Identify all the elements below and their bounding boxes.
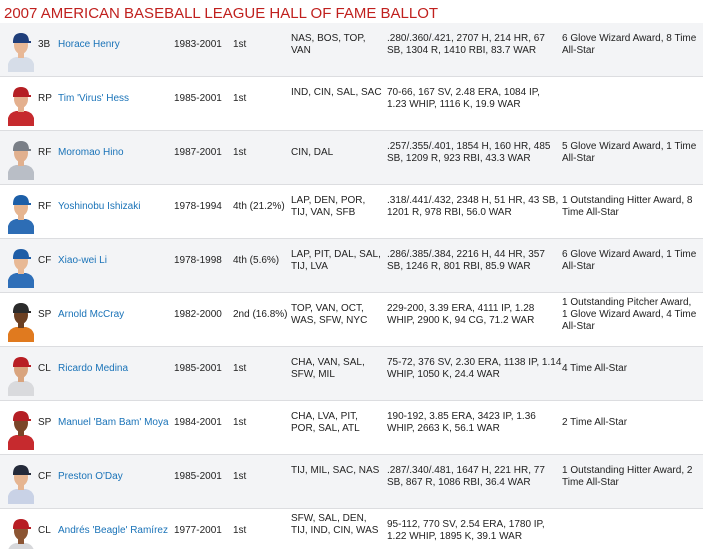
position-label: RP — [38, 93, 52, 104]
player-name-link[interactable]: Tim 'Virus' Hess — [58, 93, 130, 104]
player-row — [0, 77, 703, 131]
player-avatar-icon — [6, 298, 36, 342]
career-years: 1978-1998 — [174, 255, 222, 266]
player-avatar-icon — [6, 406, 36, 450]
awards-list: 1 Outstanding Pitcher Award, 1 Glove Wizard Award, 4 Time All-Star — [562, 297, 697, 332]
player-avatar-icon — [6, 136, 36, 180]
player-avatar-icon — [6, 352, 36, 396]
ballot-year: 1st — [233, 525, 247, 536]
career-years: 1985-2001 — [174, 93, 222, 104]
career-stats: 229-200, 3.39 ERA, 4111 IP, 1.28 WHIP, 2900 K, 94 CG, 71.2 WAR — [387, 303, 535, 326]
ballot-year: 4th (21.2%) — [233, 201, 285, 212]
player-name-link[interactable]: Moromao Hino — [58, 147, 124, 158]
career-years: 1982-2000 — [174, 309, 222, 320]
ballot-year: 1st — [233, 363, 247, 374]
player-row — [0, 455, 703, 509]
teams-list: LAP, PIT, DAL, SAL, TIJ, LVA — [291, 249, 381, 272]
page-title: 2007 AMERICAN BASEBALL LEAGUE HALL OF FAME BALLOT — [4, 5, 439, 22]
ballot-year: 1st — [233, 471, 247, 482]
position-label: CL — [38, 363, 51, 374]
player-row — [0, 185, 703, 239]
teams-list: CIN, DAL — [291, 147, 334, 158]
position-label: SP — [38, 309, 52, 320]
awards-list: 6 Glove Wizard Award, 8 Time All-Star — [562, 33, 697, 56]
awards-list: 1 Outstanding Hitter Award, 2 Time All-Star — [562, 465, 693, 488]
career-stats: 95-112, 770 SV, 2.54 ERA, 1780 IP, 1.22 WHIP, 1895 K, 39.1 WAR — [387, 519, 545, 542]
player-name-link[interactable]: Preston O'Day — [58, 471, 123, 482]
player-avatar-icon — [6, 460, 36, 504]
position-label: RF — [38, 201, 52, 212]
career-stats: .286/.385/.384, 2216 H, 44 HR, 357 SB, 1246 R, 801 RBI, 85.9 WAR — [387, 249, 545, 272]
position-label: CF — [38, 471, 52, 482]
position-label: 3B — [38, 39, 51, 50]
player-row — [0, 509, 703, 549]
career-years: 1977-2001 — [174, 525, 222, 536]
teams-list: SFW, SAL, DEN, TIJ, IND, CIN, WAS — [291, 513, 379, 536]
ballot-year: 1st — [233, 147, 247, 158]
career-stats: 75-72, 376 SV, 2.30 ERA, 1138 IP, 1.14 WHIP, 1050 K, 24.4 WAR — [387, 357, 562, 380]
teams-list: TIJ, MIL, SAC, NAS — [291, 465, 380, 476]
player-name-link[interactable]: Manuel 'Bam Bam' Moya — [58, 417, 169, 428]
career-stats: 190-192, 3.85 ERA, 3423 IP, 1.36 WHIP, 2663 K, 56.1 WAR — [387, 411, 536, 434]
career-stats: .280/.360/.421, 2707 H, 214 HR, 67 SB, 1304 R, 1410 RBI, 83.7 WAR — [387, 33, 545, 56]
position-label: CL — [38, 525, 51, 536]
ballot-year: 4th (5.6%) — [233, 255, 280, 266]
player-row — [0, 131, 703, 185]
teams-list: CHA, LVA, PIT, POR, SAL, ATL — [291, 411, 360, 434]
ballot-table — [0, 23, 703, 549]
career-stats: .257/.355/.401, 1854 H, 160 HR, 485 SB, 1209 R, 923 RBI, 43.3 WAR — [387, 141, 551, 164]
career-stats: .287/.340/.481, 1647 H, 221 HR, 77 SB, 867 R, 1086 RBI, 36.4 WAR — [387, 465, 545, 488]
awards-list: 4 Time All-Star — [562, 363, 628, 374]
ballot-year: 2nd (16.8%) — [233, 309, 288, 320]
career-years: 1985-2001 — [174, 363, 222, 374]
position-label: SP — [38, 417, 52, 428]
career-stats: .318/.441/.432, 2348 H, 51 HR, 43 SB, 1201 R, 978 RBI, 56.0 WAR — [387, 195, 559, 218]
ballot-year: 1st — [233, 417, 247, 428]
teams-list: NAS, BOS, TOP, VAN — [291, 33, 366, 56]
player-avatar-icon — [6, 82, 36, 126]
player-row — [0, 293, 703, 347]
position-label: CF — [38, 255, 52, 266]
career-years: 1983-2001 — [174, 39, 222, 50]
player-row — [0, 401, 703, 455]
player-avatar-icon — [6, 244, 36, 288]
awards-list: 6 Glove Wizard Award, 1 Time All-Star — [562, 249, 697, 272]
teams-list: CHA, VAN, SAL, SFW, MIL — [291, 357, 365, 380]
player-avatar-icon — [6, 28, 36, 72]
ballot-year: 1st — [233, 93, 247, 104]
player-name-link[interactable]: Yoshinobu Ishizaki — [58, 201, 141, 212]
player-name-link[interactable]: Arnold McCray — [58, 309, 125, 320]
career-years: 1985-2001 — [174, 471, 222, 482]
teams-list: LAP, DEN, POR, TIJ, VAN, SFB — [291, 195, 366, 218]
player-row — [0, 23, 703, 77]
ballot-year: 1st — [233, 39, 247, 50]
career-years: 1984-2001 — [174, 417, 222, 428]
position-label: RF — [38, 147, 52, 158]
teams-list: TOP, VAN, OCT, WAS, SFW, NYC — [291, 303, 368, 326]
career-years: 1987-2001 — [174, 147, 222, 158]
player-name-link[interactable]: Ricardo Medina — [58, 363, 129, 374]
awards-list: 2 Time All-Star — [562, 417, 628, 428]
player-name-link[interactable]: Horace Henry — [58, 39, 120, 50]
career-stats: 70-66, 167 SV, 2.48 ERA, 1084 IP, 1.23 WHIP, 1116 K, 19.9 WAR — [387, 87, 540, 110]
awards-list: 5 Glove Wizard Award, 1 Time All-Star — [562, 141, 697, 164]
awards-list: 1 Outstanding Hitter Award, 8 Time All-Star — [562, 195, 693, 218]
player-avatar-icon — [6, 514, 36, 549]
player-row — [0, 347, 703, 401]
player-row — [0, 239, 703, 293]
career-years: 1978-1994 — [174, 201, 222, 212]
player-avatar-icon — [6, 190, 36, 234]
teams-list: IND, CIN, SAL, SAC — [291, 87, 382, 98]
player-name-link[interactable]: Andrés 'Beagle' Ramírez — [58, 525, 168, 536]
player-name-link[interactable]: Xiao-wei Li — [58, 255, 107, 266]
